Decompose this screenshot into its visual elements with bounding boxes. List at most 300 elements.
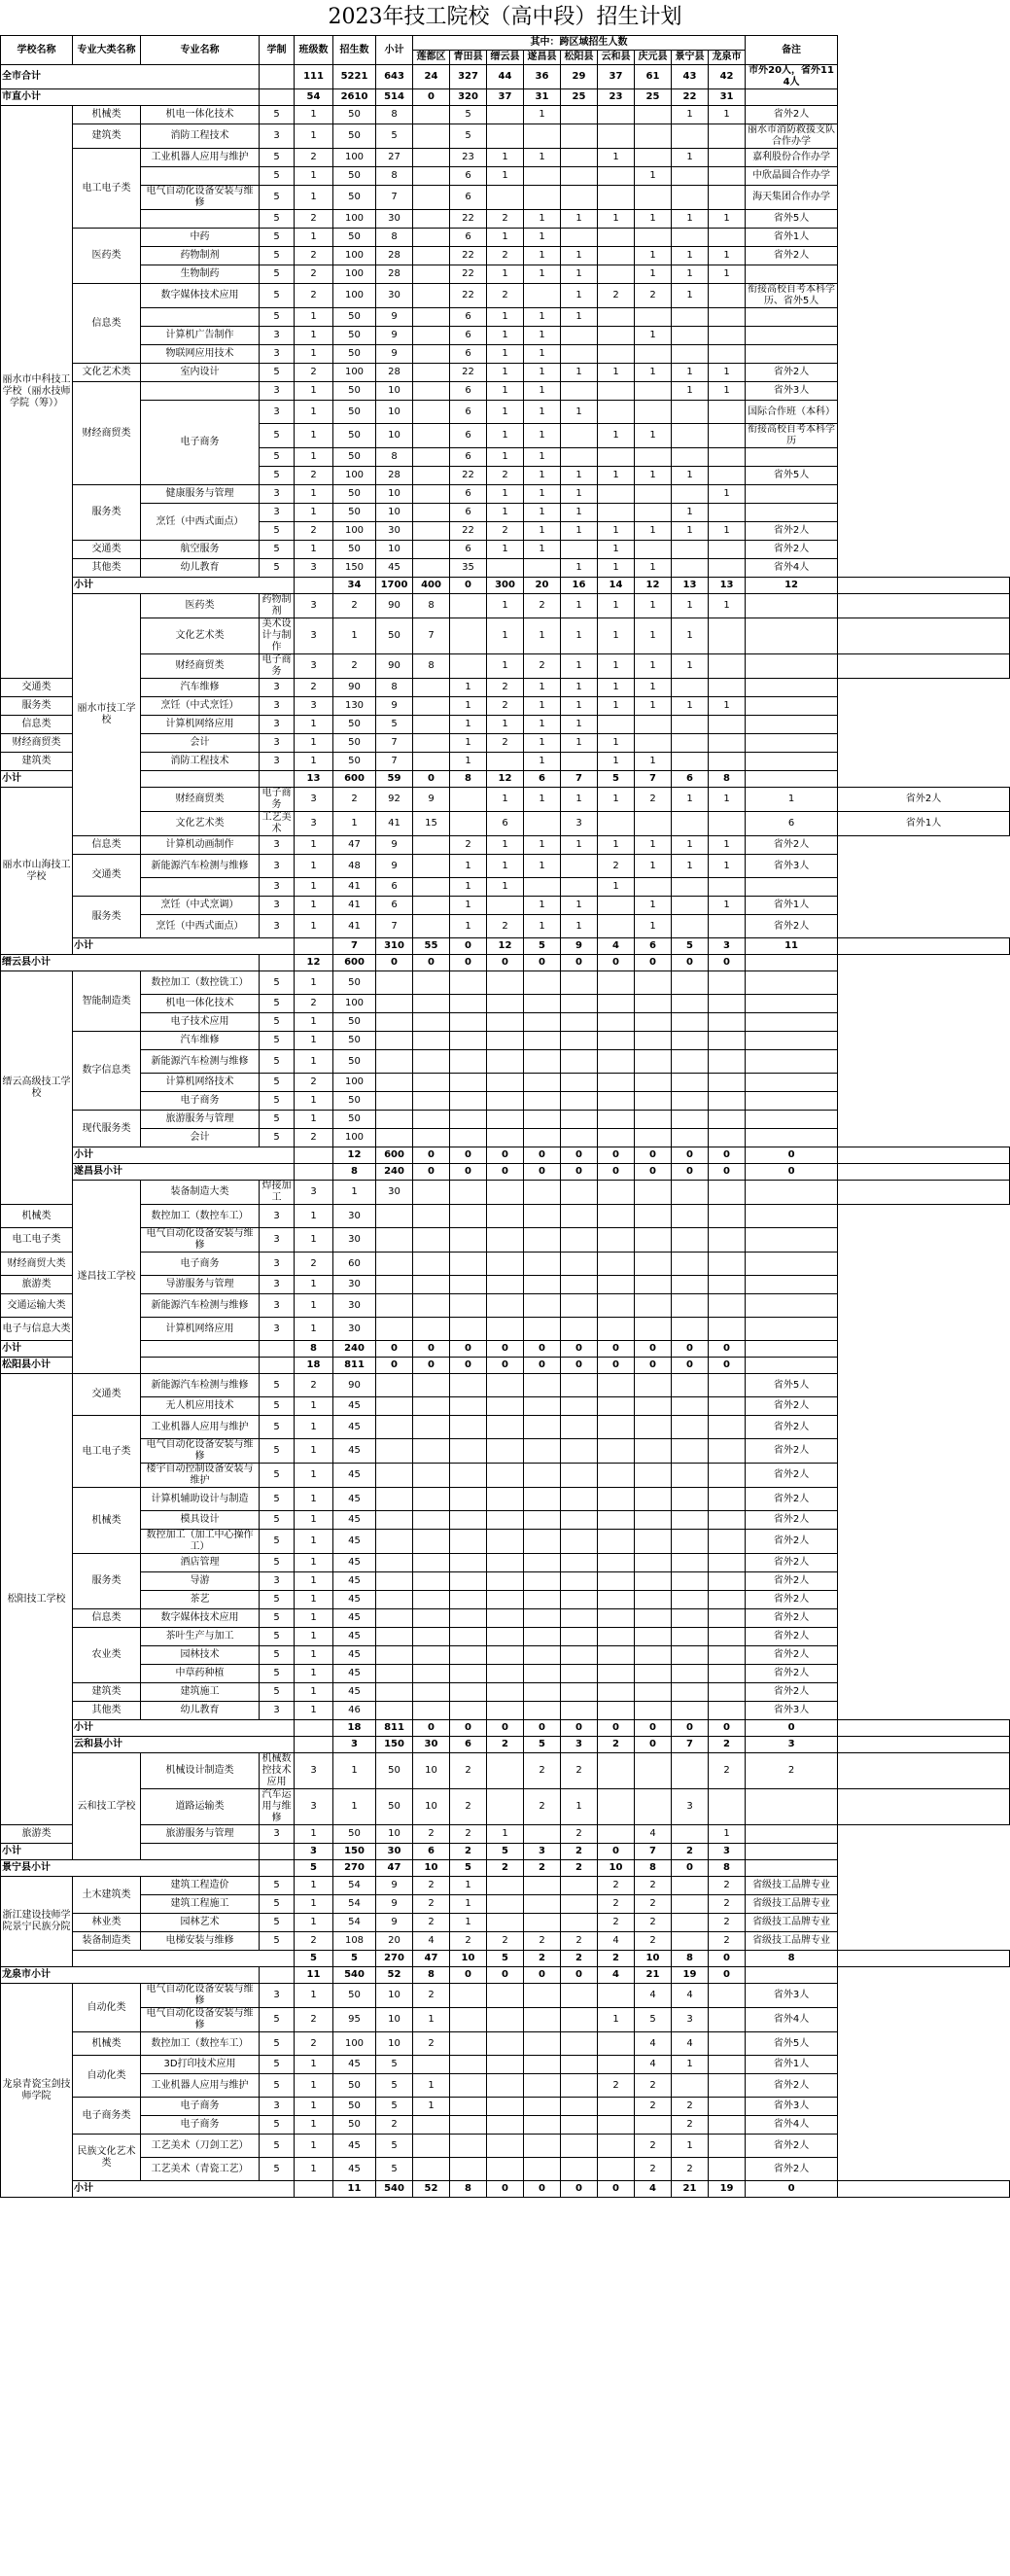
note-cell: 省外2人: [746, 1572, 838, 1591]
table-cell: 0: [487, 1358, 524, 1374]
table-cell: 8: [450, 2181, 487, 2198]
table-cell: 5: [260, 1554, 295, 1572]
table-cell: [672, 812, 709, 836]
header-district: 庆元县: [635, 51, 672, 65]
table-cell: [709, 716, 746, 734]
table-cell: [524, 1416, 561, 1439]
table-cell: [561, 186, 598, 210]
table-row: [1, 2158, 1010, 2181]
table-cell: [561, 995, 598, 1013]
note-cell: 嘉利股份合作办学: [746, 149, 838, 167]
table-row: [1, 1111, 1010, 1129]
table-cell: 45: [333, 1488, 376, 1511]
table-cell: [709, 345, 746, 364]
table-cell: 1: [295, 1591, 333, 1609]
table-cell: 45: [333, 1397, 376, 1416]
table-cell: 4: [598, 938, 635, 955]
table-cell: 9: [376, 1877, 413, 1895]
note-cell: 省外2人: [746, 1683, 838, 1702]
table-cell: 90: [333, 679, 376, 697]
note-cell: 省外2人: [746, 1665, 838, 1683]
major-name: 航空服务: [141, 541, 260, 559]
major-name: 工业机器人应用与维护: [141, 2074, 260, 2098]
table-cell: 2: [598, 2074, 635, 2098]
table-cell: 3: [260, 836, 295, 855]
table-row: [1, 716, 1010, 734]
table-cell: 34: [333, 578, 376, 594]
table-cell: 5: [376, 2056, 413, 2074]
table-cell: 1: [635, 247, 672, 265]
school-name: 缙云高级技工学校: [1, 971, 73, 1205]
table-cell: 19: [672, 1967, 709, 1984]
table-cell: 1: [709, 364, 746, 382]
table-cell: 2: [561, 1753, 598, 1789]
table-cell: 30: [333, 1318, 376, 1341]
table-cell: 1: [672, 618, 709, 654]
table-cell: 811: [376, 1720, 413, 1737]
table-cell: [524, 1032, 561, 1050]
table-cell: [672, 1205, 709, 1228]
table-cell: [598, 186, 635, 210]
major-name: 酒店管理: [141, 1554, 260, 1572]
major-name: 电子商务: [141, 2116, 260, 2135]
category-name: 电工电子类: [73, 1416, 141, 1488]
table-cell: 50: [333, 504, 376, 522]
table-cell: 6: [635, 938, 672, 955]
table-cell: 514: [376, 89, 413, 106]
major-name: 物联网应用技术: [141, 345, 260, 364]
table-cell: [709, 1205, 746, 1228]
table-cell: 10: [376, 382, 413, 401]
table-cell: 1: [561, 247, 598, 265]
table-cell: 2610: [333, 89, 376, 106]
table-cell: 811: [333, 1358, 376, 1374]
table-cell: 1: [295, 855, 333, 878]
header-district: 缙云县: [487, 51, 524, 65]
note-cell: [746, 504, 838, 522]
table-row: [1, 559, 1010, 578]
note-cell: [838, 1737, 1010, 1753]
table-cell: 0: [561, 955, 598, 971]
table-cell: [672, 167, 709, 186]
table-cell: 10: [376, 1984, 413, 2008]
table-cell: [635, 1074, 672, 1092]
table-cell: 1: [672, 364, 709, 382]
table-cell: [561, 1702, 598, 1720]
table-cell: [709, 167, 746, 186]
table-cell: [487, 1984, 524, 2008]
table-cell: 2: [487, 467, 524, 485]
table-cell: 1: [598, 2008, 635, 2032]
row-label: 小计: [1, 1341, 260, 1358]
table-cell: [709, 1228, 746, 1253]
table-cell: [487, 2008, 524, 2032]
table-cell: [635, 401, 672, 424]
table-cell: [635, 1181, 672, 1205]
major-name: 烹饪（中西式面点）: [141, 915, 260, 938]
header-district: 云和县: [598, 51, 635, 65]
table-cell: [709, 1397, 746, 1416]
table-cell: [561, 541, 598, 559]
table-cell: 1: [295, 1665, 333, 1683]
table-cell: 8: [376, 106, 413, 124]
table-cell: 100: [333, 364, 376, 382]
table-cell: 1: [561, 836, 598, 855]
table-cell: 310: [376, 938, 413, 955]
major-name: 电子商务: [141, 1092, 260, 1111]
table-row: [1, 2135, 1010, 2158]
table-cell: [450, 1074, 487, 1092]
table-cell: 2: [413, 1825, 450, 1844]
subtotal-row: [1, 1341, 1010, 1358]
major-name: 园林技术: [141, 1646, 260, 1665]
table-cell: 1: [295, 1646, 333, 1665]
table-cell: [672, 1530, 709, 1554]
table-cell: [295, 2181, 333, 2198]
table-cell: [487, 1789, 524, 1825]
table-cell: 21: [672, 2181, 709, 2198]
note-cell: [838, 1181, 1010, 1205]
category-name: 机械设计制造类: [141, 1753, 260, 1789]
table-cell: 2: [635, 2158, 672, 2181]
table-cell: 6: [450, 485, 487, 504]
table-cell: 2: [672, 2158, 709, 2181]
table-cell: 50: [333, 401, 376, 424]
table-cell: 2: [746, 1753, 838, 1789]
table-cell: [709, 308, 746, 327]
note-cell: 省外2人: [746, 1488, 838, 1511]
table-cell: [487, 1530, 524, 1554]
table-cell: 1: [672, 382, 709, 401]
table-cell: 45: [333, 2158, 376, 2181]
table-row: [1, 1877, 1010, 1895]
table-cell: 2: [333, 594, 376, 618]
table-cell: [376, 1416, 413, 1439]
category-name: 财经商贸大类: [1, 1253, 73, 1276]
table-cell: [413, 1013, 450, 1032]
table-cell: 3: [260, 897, 295, 915]
table-cell: 1: [295, 424, 333, 448]
table-cell: [672, 1032, 709, 1050]
table-cell: 7: [376, 734, 413, 753]
table-cell: [709, 1294, 746, 1318]
table-cell: [450, 1111, 487, 1129]
table-cell: [376, 1439, 413, 1464]
table-cell: 1: [635, 210, 672, 229]
row-label: 遂昌县小计: [73, 1164, 295, 1181]
table-cell: 1: [450, 753, 487, 771]
table-cell: [487, 1488, 524, 1511]
table-cell: 1: [524, 734, 561, 753]
table-cell: [450, 1374, 487, 1397]
table-row: [1, 186, 1010, 210]
table-cell: 1: [295, 1294, 333, 1318]
subtotal-row: [1, 1951, 1010, 1967]
table-cell: [450, 788, 487, 812]
table-cell: 1: [524, 541, 561, 559]
table-cell: [561, 1914, 598, 1932]
table-row: [1, 327, 1010, 345]
table-cell: [598, 1092, 635, 1111]
major-name: 焊接加工: [260, 1181, 295, 1205]
table-cell: [413, 1646, 450, 1665]
table-cell: 3: [260, 1318, 295, 1341]
category-name: 信息类: [1, 716, 73, 734]
table-cell: [635, 485, 672, 504]
table-cell: [450, 1683, 487, 1702]
table-cell: [413, 448, 450, 467]
note-cell: 省外3人: [746, 382, 838, 401]
major-name: 工艺美术（刀剑工艺）: [141, 2135, 260, 2158]
table-row: [1, 1205, 1010, 1228]
table-cell: [524, 1554, 561, 1572]
table-cell: 5: [260, 1646, 295, 1665]
table-row: [1, 485, 1010, 504]
table-row: [1, 618, 1010, 654]
table-cell: [672, 1276, 709, 1294]
table-cell: [598, 915, 635, 938]
table-cell: [450, 1628, 487, 1646]
table-cell: [635, 1554, 672, 1572]
note-cell: 省外1人: [746, 897, 838, 915]
table-cell: [413, 1374, 450, 1397]
table-cell: 4: [635, 2056, 672, 2074]
table-cell: 5: [260, 265, 295, 284]
table-cell: [635, 106, 672, 124]
table-cell: [487, 1374, 524, 1397]
table-cell: 1: [524, 485, 561, 504]
table-cell: [487, 1318, 524, 1341]
table-cell: [413, 1511, 450, 1530]
table-cell: [450, 1554, 487, 1572]
table-cell: 3: [295, 594, 333, 618]
table-cell: 0: [635, 1147, 672, 1164]
table-row: [1, 1683, 1010, 1702]
table-cell: [598, 2158, 635, 2181]
header-category: 专业大类名称: [73, 36, 141, 65]
table-cell: [376, 971, 413, 995]
major-name: 计算机网络应用: [141, 716, 260, 734]
table-cell: [561, 1294, 598, 1318]
table-cell: 50: [333, 971, 376, 995]
table-cell: [709, 504, 746, 522]
table-cell: 6: [450, 327, 487, 345]
table-cell: [295, 1164, 333, 1181]
table-cell: 20: [376, 1932, 413, 1951]
table-row: [1, 1439, 1010, 1464]
table-cell: 0: [635, 1720, 672, 1737]
table-cell: [487, 1753, 524, 1789]
table-cell: 0: [598, 955, 635, 971]
major-name: 电子商务: [141, 2098, 260, 2116]
table-cell: 0: [450, 1147, 487, 1164]
table-cell: 2: [598, 284, 635, 308]
header-district: 遂昌县: [524, 51, 561, 65]
category-name: 电子商务类: [73, 2098, 141, 2135]
table-cell: 0: [487, 1147, 524, 1164]
table-cell: [672, 971, 709, 995]
table-row: [1, 1984, 1010, 2008]
table-cell: 2: [487, 210, 524, 229]
table-cell: [450, 971, 487, 995]
note-cell: [746, 753, 838, 771]
table-cell: [450, 2116, 487, 2135]
table-cell: 2: [295, 2008, 333, 2032]
table-cell: [487, 1646, 524, 1665]
table-cell: [635, 1205, 672, 1228]
table-cell: 3: [295, 1181, 333, 1205]
enrollment-table: [0, 35, 1010, 2198]
table-cell: [709, 424, 746, 448]
table-cell: 1: [672, 2056, 709, 2074]
table-cell: 1: [524, 753, 561, 771]
table-cell: [672, 1932, 709, 1951]
table-cell: 5: [295, 1860, 333, 1877]
table-cell: [413, 504, 450, 522]
table-cell: [524, 971, 561, 995]
note-cell: [746, 327, 838, 345]
category-name: 土木建筑类: [73, 1877, 141, 1914]
table-cell: 1: [635, 679, 672, 697]
table-cell: [635, 1628, 672, 1646]
category-name: 民族文化艺术类: [73, 2135, 141, 2181]
header-school: 学校名称: [1, 36, 73, 65]
table-cell: [487, 1050, 524, 1074]
table-cell: 1: [598, 522, 635, 541]
major-name: 电子商务: [260, 654, 295, 679]
table-cell: [524, 124, 561, 149]
table-cell: [635, 1511, 672, 1530]
table-row: [1, 855, 1010, 878]
category-name: 装备制造大类: [141, 1181, 260, 1205]
major-name: 模具设计: [141, 1511, 260, 1530]
note-cell: 省外2人: [746, 247, 838, 265]
table-cell: [672, 485, 709, 504]
table-cell: [561, 1877, 598, 1895]
table-cell: [635, 1294, 672, 1318]
table-cell: 1: [450, 716, 487, 734]
table-cell: [635, 541, 672, 559]
table-cell: [413, 485, 450, 504]
table-cell: 0: [561, 2181, 598, 2198]
table-cell: 6: [524, 771, 561, 788]
table-cell: 0: [635, 1358, 672, 1374]
table-cell: 50: [333, 124, 376, 149]
table-cell: [524, 1609, 561, 1628]
table-cell: [487, 2098, 524, 2116]
table-cell: [487, 1205, 524, 1228]
table-cell: 30: [333, 1228, 376, 1253]
table-cell: [524, 2056, 561, 2074]
table-cell: 0: [487, 1164, 524, 1181]
table-cell: [413, 1276, 450, 1294]
table-cell: 5: [260, 186, 295, 210]
note-cell: 省外3人: [746, 1702, 838, 1720]
table-cell: 5: [260, 284, 295, 308]
table-cell: 6: [450, 424, 487, 448]
table-cell: [561, 1111, 598, 1129]
table-cell: 0: [561, 1164, 598, 1181]
category-name: 农业类: [73, 1628, 141, 1683]
category-name: 其他类: [73, 559, 141, 578]
table-cell: [450, 1228, 487, 1253]
note-cell: [746, 1205, 838, 1228]
table-cell: [635, 1013, 672, 1032]
table-cell: 2: [635, 2135, 672, 2158]
note-cell: [746, 1860, 838, 1877]
note-cell: 省外3人: [746, 2098, 838, 2116]
table-cell: 3: [260, 2098, 295, 2116]
note-cell: [746, 771, 838, 788]
table-cell: [413, 559, 450, 578]
table-cell: 1: [524, 364, 561, 382]
table-cell: 1: [635, 559, 672, 578]
table-cell: [598, 1032, 635, 1050]
table-cell: 1: [598, 594, 635, 618]
table-cell: [709, 2135, 746, 2158]
table-cell: 1: [561, 485, 598, 504]
table-cell: 1: [295, 401, 333, 424]
table-cell: 1: [635, 522, 672, 541]
table-cell: 2: [413, 1914, 450, 1932]
table-cell: [635, 1683, 672, 1702]
table-cell: [524, 186, 561, 210]
table-row: [1, 345, 1010, 364]
category-name: 信息类: [73, 1609, 141, 1628]
table-cell: 6: [450, 186, 487, 210]
table-cell: [561, 1530, 598, 1554]
table-cell: 240: [376, 1164, 413, 1181]
table-cell: 22: [450, 364, 487, 382]
table-cell: [413, 284, 450, 308]
table-cell: [561, 424, 598, 448]
table-cell: 2: [709, 1737, 746, 1753]
table-cell: 24: [413, 65, 450, 89]
school-name: 浙江建设技师学院景宁民族分院: [1, 1877, 73, 1967]
table-cell: [524, 2098, 561, 2116]
table-cell: [376, 1374, 413, 1397]
table-cell: [709, 327, 746, 345]
table-cell: 30: [376, 522, 413, 541]
table-cell: [635, 1129, 672, 1147]
table-cell: 1: [487, 618, 524, 654]
table-row: [1, 971, 1010, 995]
note-cell: 省外2人: [746, 2074, 838, 2098]
table-cell: [376, 1683, 413, 1702]
table-cell: [709, 1013, 746, 1032]
major-name: 健康服务与管理: [141, 485, 260, 504]
table-cell: [598, 1609, 635, 1628]
table-cell: 35: [450, 559, 487, 578]
table-cell: 1: [524, 836, 561, 855]
note-cell: 省外4人: [746, 2008, 838, 2032]
major-name: 电气自动化设备安装与维修: [141, 2008, 260, 2032]
table-cell: 0: [561, 1147, 598, 1164]
table-cell: 2: [561, 1825, 598, 1844]
table-cell: [598, 485, 635, 504]
table-cell: [450, 1205, 487, 1228]
table-cell: 0: [413, 955, 450, 971]
table-row: [1, 654, 1010, 679]
table-cell: [376, 1464, 413, 1488]
table-cell: [413, 1111, 450, 1129]
table-cell: 2: [333, 788, 376, 812]
table-cell: [524, 1205, 561, 1228]
note-cell: [838, 1147, 1010, 1164]
category-name: 医药类: [141, 594, 260, 618]
table-cell: 7: [333, 938, 376, 955]
table-cell: [413, 1609, 450, 1628]
